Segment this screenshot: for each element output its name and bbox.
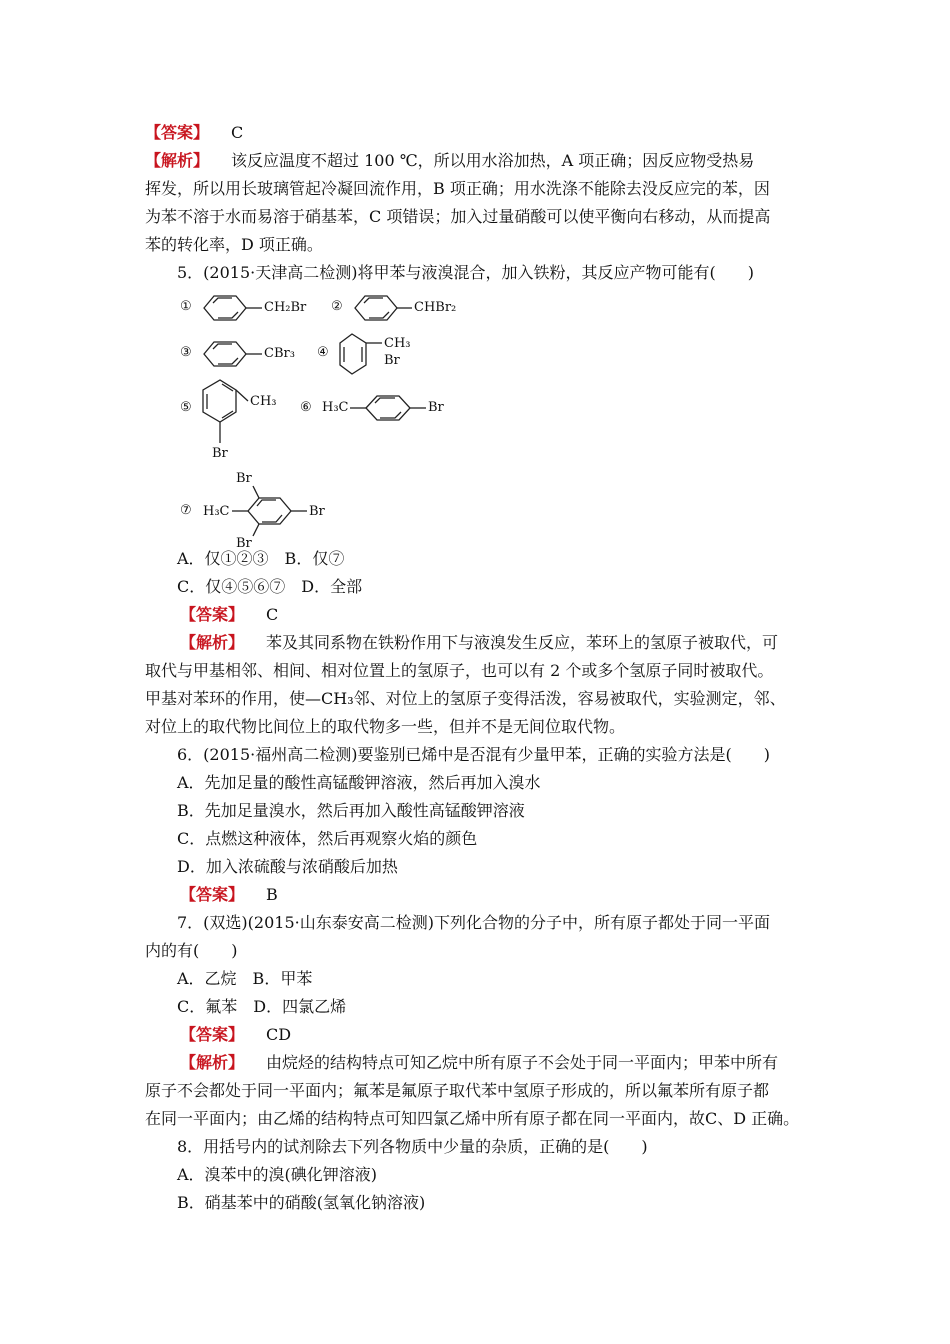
structure-diagrams — [0, 0, 950, 560]
q6-option: D．加入浓硫酸与浓硝酸后加热 — [177, 857, 398, 876]
q5-analysis-line: 取代与甲基相邻、相间、相对位置上的氢原子，也可以有 2 个或多个氢原子同时被取代。 — [145, 661, 774, 680]
benzene-ring-1 — [204, 296, 246, 320]
q5-analysis-line: 【解析】 苯及其同系物在铁粉作用下与液溴发生反应，苯环上的氢原子被取代，可 — [180, 633, 779, 652]
q5-option: A．仅①②③ B．仅⑦ — [177, 549, 345, 568]
substituent-label: H₃C — [203, 504, 230, 519]
benzene-ring-2 — [355, 296, 397, 320]
q5-analysis-line: 对位上的取代物比间位上的取代物多一些，但并不是无间位取代物。 — [145, 717, 626, 736]
q5-stem: 5．(2015·天津高二检测)将甲苯与液溴混合，加入铁粉，其反应产物可能有( ) — [177, 263, 754, 282]
q4-analysis-line: 【解析】 该反应温度不超过 100 ℃，所以用水浴加热，A 项正确；因反应物受热易 — [145, 151, 755, 170]
benzene-ring-6 — [366, 396, 410, 420]
q8-option: B．硝基苯中的硝酸(氢氧化钠溶液) — [177, 1193, 426, 1212]
benzene-ring-5 — [203, 380, 236, 422]
q6-option: B．先加足量溴水，然后再加入酸性高锰酸钾溶液 — [177, 801, 525, 820]
benzene-ring-3 — [204, 342, 246, 366]
structure-number: ② — [331, 299, 343, 314]
answer-value: B — [266, 885, 278, 904]
q7-analysis-line: 原子不会都处于同一平面内；氟苯是氟原子取代苯中氢原子形成的，所以氟苯所有原子都 — [145, 1081, 770, 1100]
q5-answer — [180, 605, 278, 625]
substituent-label: Br — [236, 471, 252, 486]
q7-stem: 7．(双选)(2015·山东泰安高二检测)下列化合物的分子中，所有原子都处于同一平面 — [177, 913, 770, 932]
analysis-tag: 【解析】 — [180, 633, 245, 652]
structure-number: ④ — [317, 345, 329, 360]
structure-number: ③ — [180, 345, 192, 360]
q7-answer — [180, 1025, 291, 1045]
substituent-label: Br — [236, 536, 252, 551]
structure-number: ⑤ — [180, 400, 192, 415]
q6-stem: 6．(2015·福州高二检测)要鉴别已烯中是否混有少量甲苯，正确的实验方法是( ) — [177, 745, 770, 764]
answer-tag: 【答案】 — [180, 605, 245, 624]
q7-stem: 内的有( ) — [145, 941, 238, 960]
substituent-label: CHBr₂ — [414, 300, 457, 315]
structure-number: ⑥ — [300, 400, 312, 415]
substituent-label: Br — [309, 504, 325, 519]
answer-value: C — [231, 123, 244, 142]
q4-analysis-line: 苯的转化率，D 项正确。 — [145, 235, 323, 254]
benzene-ring-7 — [248, 498, 291, 524]
substituent-label: Br — [384, 353, 400, 368]
substituent-label: CH₃ — [250, 394, 277, 409]
substituent-label: Br — [212, 446, 228, 461]
substituent-label: Br — [428, 400, 444, 415]
structure-number: ① — [180, 299, 192, 314]
q6-answer — [180, 885, 278, 905]
substituent-label: CH₃ — [384, 336, 411, 351]
q7-analysis-line: 【解析】 由烷烃的结构特点可知乙烷中所有原子不会处于同一平面内；甲苯中所有 — [180, 1053, 779, 1072]
substituent-label: CBr₃ — [264, 346, 295, 361]
q5-option: C．仅④⑤⑥⑦ D．全部 — [177, 577, 363, 596]
structure-number: ⑦ — [180, 503, 192, 518]
q7-analysis-line: 在同一平面内；由乙烯的结构特点可知四氯乙烯中所有原子都在同一平面内，故C、D 正确。 — [145, 1109, 800, 1128]
q8-stem: 8．用括号内的试剂除去下列各物质中少量的杂质，正确的是( ) — [177, 1137, 648, 1156]
q5-analysis-line: 甲基对苯环的作用，使—CH₃邻、对位上的氢原子变得活泼，容易被取代，实验测定，邻、 — [145, 689, 786, 708]
analysis-tag: 【解析】 — [145, 151, 210, 170]
analysis-tag: 【解析】 — [180, 1053, 245, 1072]
q8-option: A．溴苯中的溴(碘化钾溶液) — [177, 1165, 378, 1184]
q6-option: C．点燃这种液体，然后再观察火焰的颜色 — [177, 829, 478, 848]
answer-value: C — [266, 605, 279, 624]
substituent-label: CH₂Br — [264, 300, 307, 315]
answer-value: CD — [266, 1025, 292, 1044]
answer-tag: 【答案】 — [145, 123, 210, 142]
q6-option: A．先加足量的酸性高锰酸钾溶液，然后再加入溴水 — [177, 773, 541, 792]
q7-option: A．乙烷 B．甲苯 — [177, 969, 313, 988]
q4-analysis-line: 挥发，所以用长玻璃管起冷凝回流作用，B 项正确；用水洗涤不能除去没反应完的苯，因 — [145, 179, 770, 198]
substituent-label: H₃C — [322, 400, 349, 415]
answer-tag: 【答案】 — [180, 1025, 245, 1044]
q7-option: C．氟苯 D．四氯乙烯 — [177, 997, 347, 1016]
answer-tag: 【答案】 — [180, 885, 245, 904]
q4-analysis-line: 为苯不溶于水而易溶于硝基苯，C 项错误；加入过量硝酸可以使平衡向右移动，从而提高 — [145, 207, 771, 226]
